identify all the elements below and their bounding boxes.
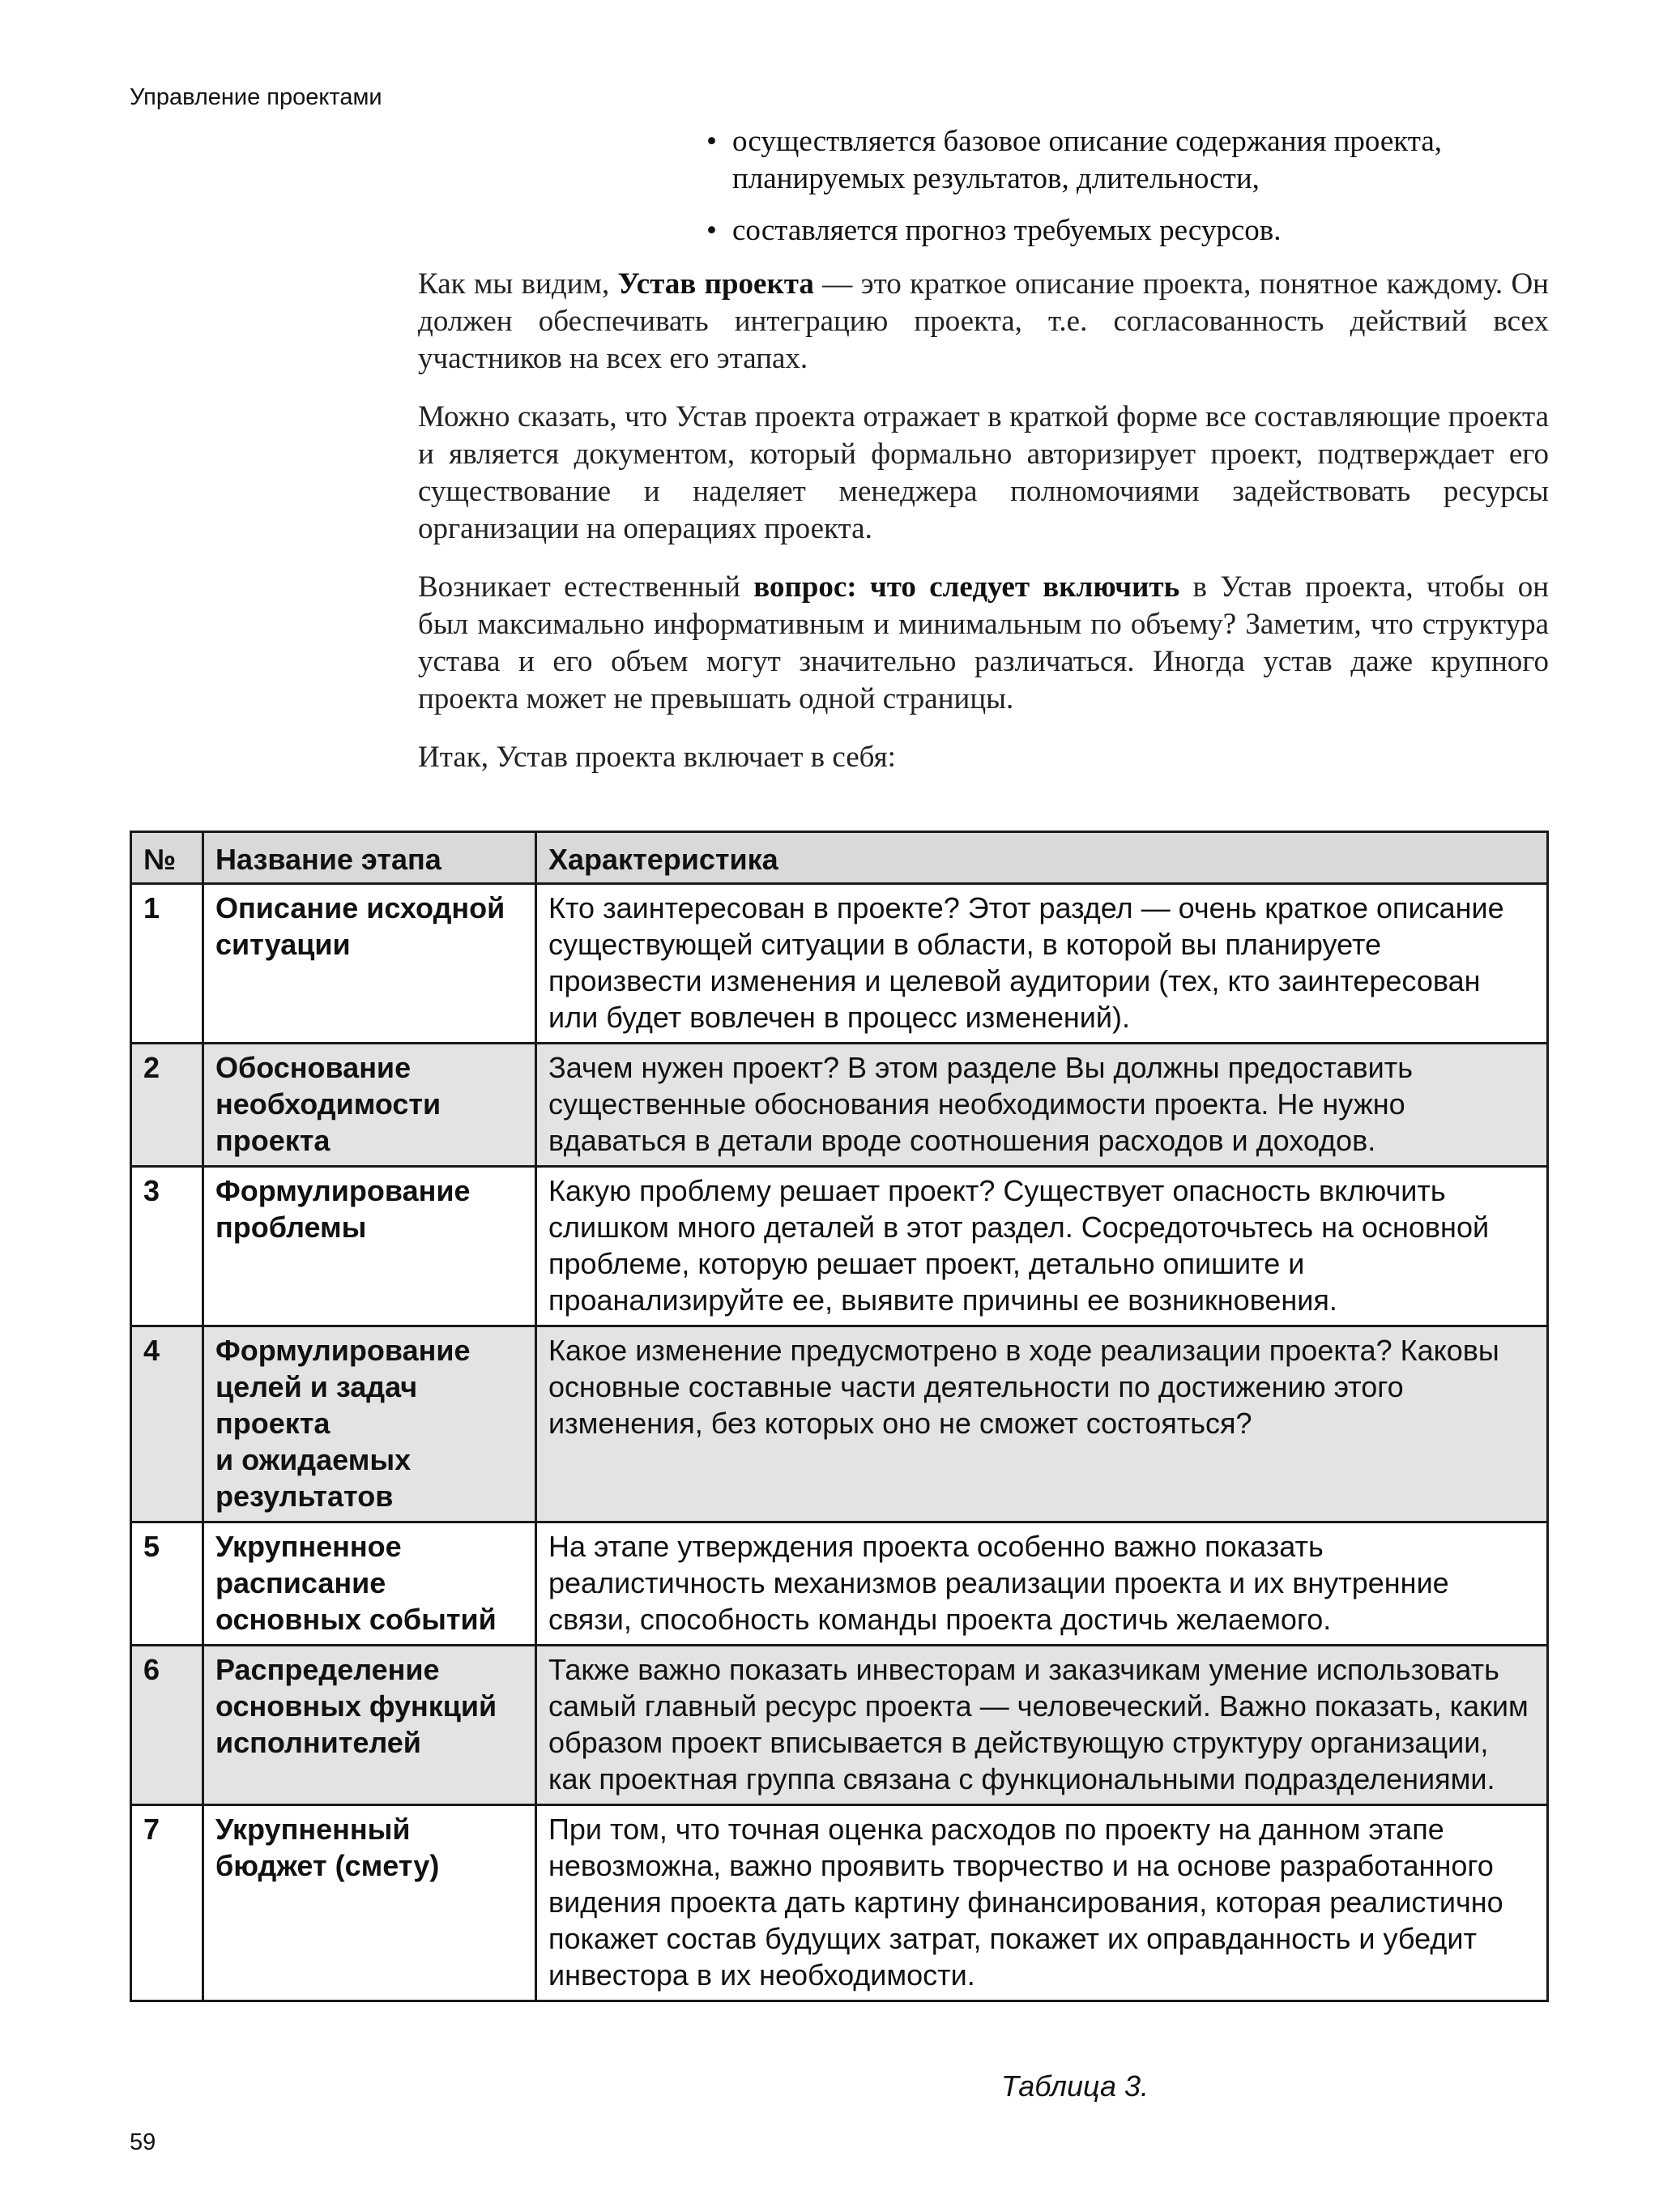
table-header-row bbox=[131, 832, 1548, 884]
bullet-item: • осуществляется базовое описание содержания проекта, планируемых результатов, длительности, bbox=[706, 123, 1565, 198]
header-name: Название этапа bbox=[203, 832, 536, 884]
cell-num: 6 bbox=[131, 1646, 203, 1805]
bold-question: вопрос: что следует включить bbox=[753, 570, 1180, 604]
cell-desc: При том, что точная оценка расходов по проекту на данном этапе невозможна, важно проявить творчество и на основе разработанного видения проекта дать картину финансирования, которая реалистично покажет состав будущих затрат, покажет их оправданность и убедит инвестора в их необходимости. bbox=[536, 1805, 1548, 2001]
bold-term: Устав проекта bbox=[617, 267, 814, 301]
cell-name: Формулирование целей и задач проекта и ожидаемых результатов bbox=[203, 1326, 536, 1522]
cell-desc: Также важно показать инвесторам и заказчикам умение использовать самый главный ресурс проекта — человеческий. Важно показать, каким образом проект вписывается в действующую структуру организации, как проектная группа связана с функциональными подразделениями. bbox=[536, 1646, 1548, 1805]
table-row bbox=[131, 884, 1548, 1044]
cell-num: 1 bbox=[131, 884, 203, 1044]
cell-name: Описание исходной ситуации bbox=[203, 884, 536, 1044]
table-row bbox=[131, 1805, 1548, 2001]
running-header: Управление проектами bbox=[130, 84, 382, 110]
cell-name: Формулирование проблемы bbox=[203, 1167, 536, 1326]
table-row bbox=[131, 1044, 1548, 1167]
cell-name: Укрупненный бюджет (смету) bbox=[203, 1805, 536, 2001]
cell-num: 5 bbox=[131, 1522, 203, 1646]
cell-desc: Кто заинтересован в проекте? Этот раздел — очень краткое описание существующей ситуации в области, в которой вы планируете произвести изменения и целевой аудитории (тех, кто заинтересован или будет вовлечен в процесс изменений). bbox=[536, 884, 1548, 1044]
stages-table bbox=[130, 831, 1549, 2002]
table-row bbox=[131, 1167, 1548, 1326]
cell-desc: Зачем нужен проект? В этом разделе Вы должны предоставить существенные обоснования необходимости проекта. Не нужно вдаваться в детали вроде соотношения расходов и доходов. bbox=[536, 1044, 1548, 1167]
page-number: 59 bbox=[130, 2129, 156, 2155]
cell-name: Распределение основных функций исполнителей bbox=[203, 1646, 536, 1805]
table-row bbox=[131, 1522, 1548, 1646]
header-desc: Характеристика bbox=[536, 832, 1548, 884]
paragraph-3: Возникает естественный вопрос: что следует включить в Устав проекта, чтобы он был максимально информативным и минимальным по объему? Заметим, что структура устава и его объем могут значительно различаться. Иногда устав даже крупного проекта может не превышать одной страницы. bbox=[418, 570, 1549, 715]
cell-desc: Какое изменение предусмотрено в ходе реализации проекта? Каковы основные составные части деятельности по достижению этого изменения, без которых оно не сможет состояться? bbox=[536, 1326, 1548, 1522]
cell-desc: На этапе утверждения проекта особенно важно показать реалистичность механизмов реализации проекта и их внутренние связи, способность команды проекта достичь желаемого. bbox=[536, 1522, 1548, 1646]
cell-name: Обоснование необходимости проекта bbox=[203, 1044, 536, 1167]
bullet-list bbox=[706, 123, 1565, 264]
table-caption: Таблица 3. bbox=[1001, 2069, 1149, 2103]
cell-name: Укрупненное расписание основных событий bbox=[203, 1522, 536, 1646]
table-row bbox=[131, 1646, 1548, 1805]
body-text bbox=[418, 266, 1549, 797]
paragraph-1: Как мы видим, Устав проекта — это краткое описание проекта, понятное каждому. Он должен обеспечивать интеграцию проекта, т.е. согласованность действий всех участников на всех его этапах. bbox=[418, 267, 1549, 375]
cell-desc: Какую проблему решает проект? Существует опасность включить слишком много деталей в этот раздел. Сосредоточьтесь на основной проблеме, которую решает проект, детально опишите и проанализируйте ее, выявите причины ее возникновения. bbox=[536, 1167, 1548, 1326]
cell-num: 2 bbox=[131, 1044, 203, 1167]
cell-num: 3 bbox=[131, 1167, 203, 1326]
header-num: № bbox=[131, 832, 203, 884]
table-row bbox=[131, 1326, 1548, 1522]
paragraph-4: Итак, Устав проекта включает в себя: bbox=[418, 741, 896, 774]
bullet-item: • составляется прогноз требуемых ресурсов. bbox=[706, 212, 1565, 250]
cell-num: 4 bbox=[131, 1326, 203, 1522]
cell-num: 7 bbox=[131, 1805, 203, 2001]
paragraph-2: Можно сказать, что Устав проекта отражает в краткой форме все составляющие проекта и является документом, который формально авторизирует проект, подтверждает его существование и наделяет менеджера полномочиями задействовать ресурсы организации на операциях проекта. bbox=[418, 400, 1549, 545]
